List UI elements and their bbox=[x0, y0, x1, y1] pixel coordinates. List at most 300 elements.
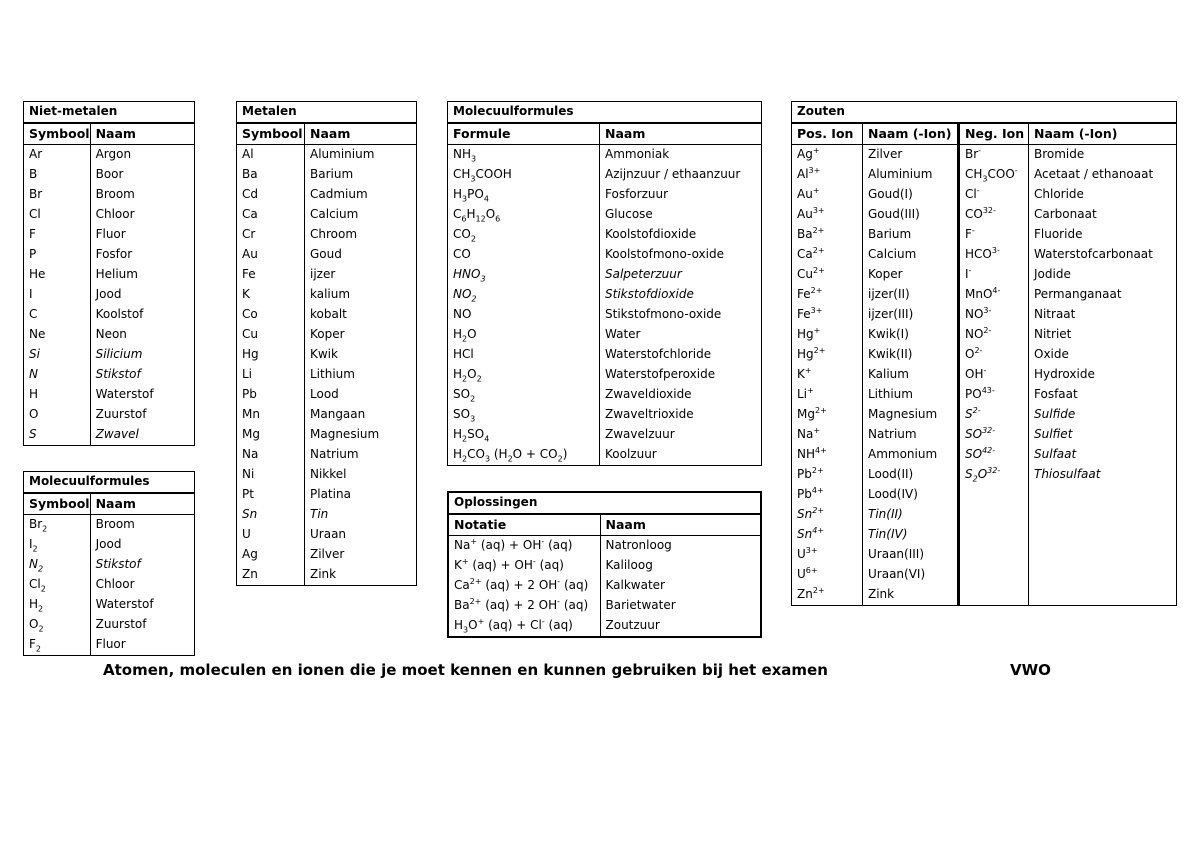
name-cell: Koper bbox=[305, 325, 417, 345]
table-row bbox=[24, 635, 195, 656]
name-cell: Zwavelzuur bbox=[600, 425, 762, 445]
pos-ion-name-cell: Goud(III) bbox=[863, 205, 959, 225]
formula-cell: $H_2SO_4$ bbox=[448, 425, 600, 445]
neg-ion-name-cell: Jodide bbox=[1029, 265, 1177, 285]
neg-ion-cell: Cl- bbox=[959, 185, 1029, 205]
name-cell: Zuurstof bbox=[90, 615, 194, 635]
formula-cell: $H_2O$ bbox=[448, 325, 600, 345]
formula-cell: $NH_3$ bbox=[448, 145, 600, 166]
pos-ion-name-cell: Ammonium bbox=[863, 445, 959, 465]
formula-cell: $N_2$ bbox=[24, 555, 91, 575]
table-row bbox=[24, 365, 195, 385]
neg-ion-name-cell bbox=[1029, 525, 1177, 545]
formula-cell: Na+ (aq) + OH- (aq) bbox=[448, 536, 600, 557]
name-cell: Jood bbox=[90, 535, 194, 555]
formula-cell: $Ba^{2+}$ (aq) + 2 OH- (aq) bbox=[448, 596, 600, 616]
table-row bbox=[792, 265, 1177, 285]
name-cell: Stikstof bbox=[90, 365, 194, 385]
name-cell: Lood bbox=[305, 385, 417, 405]
table-row bbox=[448, 205, 762, 225]
pos-ion-name-cell: Lood(IV) bbox=[863, 485, 959, 505]
table-row bbox=[792, 565, 1177, 585]
table-row bbox=[448, 325, 762, 345]
table-row bbox=[792, 545, 1177, 565]
name-cell: Waterstofchloride bbox=[600, 345, 762, 365]
neg-ion-cell: $CH_3COO^-$ bbox=[959, 165, 1029, 185]
formula-cell: $HNO_3$ bbox=[448, 265, 600, 285]
neg-ion-name-cell: Sulfiet bbox=[1029, 425, 1177, 445]
footer-caption: Atomen, moleculen en ionen die je moet kennen en kunnen gebruiken bij het examen bbox=[103, 661, 828, 679]
pos-ion-name-cell: Uraan(VI) bbox=[863, 565, 959, 585]
molecuulformules-verbindingen-table bbox=[447, 101, 762, 466]
table-title: Niet-metalen bbox=[24, 102, 195, 124]
table-row bbox=[237, 365, 417, 385]
formula-cell: He bbox=[24, 265, 91, 285]
formula-cell: $H_3O^+$ (aq) + Cl- (aq) bbox=[448, 616, 600, 637]
metalen-table bbox=[236, 101, 417, 586]
column-header: Naam bbox=[90, 493, 194, 515]
name-cell: Salpeterzuur bbox=[600, 265, 762, 285]
pos-ion-cell: $Ba^{2+}$ bbox=[792, 225, 863, 245]
formula-cell: Mn bbox=[237, 405, 305, 425]
neg-ion-name-cell: Oxide bbox=[1029, 345, 1177, 365]
formula-cell: Br bbox=[24, 185, 91, 205]
formula-cell: Pt bbox=[237, 485, 305, 505]
table-row bbox=[24, 265, 195, 285]
neg-ion-cell bbox=[959, 585, 1029, 606]
pos-ion-name-cell: Calcium bbox=[863, 245, 959, 265]
zouten-table bbox=[791, 101, 1177, 606]
formula-cell: $CO_2$ bbox=[448, 225, 600, 245]
formula-cell: $H_2$ bbox=[24, 595, 91, 615]
formula-cell: HCl bbox=[448, 345, 600, 365]
name-cell: Silicium bbox=[90, 345, 194, 365]
table-row bbox=[792, 465, 1177, 485]
neg-ion-cell: $NO^{2-}$ bbox=[959, 325, 1029, 345]
table-row bbox=[792, 365, 1177, 385]
name-cell: Stikstofmono-oxide bbox=[600, 305, 762, 325]
formula-cell: Cr bbox=[237, 225, 305, 245]
table-row bbox=[237, 405, 417, 425]
table-row bbox=[24, 515, 195, 536]
pos-ion-cell: $Sn^{4+}$ bbox=[792, 525, 863, 545]
table-row bbox=[237, 545, 417, 565]
formula-cell: Ni bbox=[237, 465, 305, 485]
table-row bbox=[448, 425, 762, 445]
pos-ion-name-cell: Zink bbox=[863, 585, 959, 606]
column-header: Naam bbox=[600, 514, 761, 536]
table-row bbox=[237, 505, 417, 525]
name-cell: Broom bbox=[90, 185, 194, 205]
pos-ion-name-cell: ijzer(II) bbox=[863, 285, 959, 305]
table-row bbox=[24, 325, 195, 345]
formula-cell: Cd bbox=[237, 185, 305, 205]
niet-metalen-table bbox=[23, 101, 195, 446]
neg-ion-cell: $S^{2-}$ bbox=[959, 405, 1029, 425]
neg-ion-name-cell: Waterstofcarbonaat bbox=[1029, 245, 1177, 265]
column-header: Naam (-Ion) bbox=[863, 123, 959, 145]
name-cell: Barietwater bbox=[605, 598, 676, 612]
neg-ion-cell: $SO^{42-}$ bbox=[959, 445, 1029, 465]
neg-ion-cell bbox=[959, 485, 1029, 505]
formula-cell: $SO_2$ bbox=[448, 385, 600, 405]
column-header: Naam bbox=[305, 123, 417, 145]
neg-ion-name-cell: Acetaat / ethanoaat bbox=[1029, 165, 1177, 185]
neg-ion-name-cell: Chloride bbox=[1029, 185, 1177, 205]
table-row bbox=[792, 185, 1177, 205]
neg-ion-cell: OH- bbox=[959, 365, 1029, 385]
column-header: Neg. Ion bbox=[959, 123, 1029, 145]
table-row bbox=[448, 576, 761, 596]
formula-cell: Mg bbox=[237, 425, 305, 445]
neg-ion-name-cell bbox=[1029, 505, 1177, 525]
name-cell: Broom bbox=[90, 515, 194, 536]
formula-cell: $NO_2$ bbox=[448, 285, 600, 305]
pos-ion-cell: $Sn^{2+}$ bbox=[792, 505, 863, 525]
table-row bbox=[237, 485, 417, 505]
name-cell: Waterstof bbox=[90, 595, 194, 615]
formula-cell: Cl bbox=[24, 205, 91, 225]
formula-cell: Al bbox=[237, 145, 305, 166]
formula-cell: $H_2O_2$ bbox=[448, 365, 600, 385]
formula-cell: $Cl_2$ bbox=[24, 575, 91, 595]
table-row bbox=[237, 325, 417, 345]
table-row bbox=[24, 425, 195, 446]
neg-ion-name-cell: Permanganaat bbox=[1029, 285, 1177, 305]
table-row bbox=[448, 445, 762, 466]
neg-ion-name-cell bbox=[1029, 585, 1177, 606]
table-row bbox=[24, 405, 195, 425]
table-row bbox=[237, 185, 417, 205]
table-row bbox=[237, 465, 417, 485]
table-title: Molecuulformules bbox=[24, 472, 195, 494]
pos-ion-cell: Au+ bbox=[792, 185, 863, 205]
neg-ion-cell: $PO^{43-}$ bbox=[959, 385, 1029, 405]
name-cell: Chloor bbox=[90, 205, 194, 225]
name-cell: Zwaveltrioxide bbox=[600, 405, 762, 425]
pos-ion-cell: $Ca^{2+}$ bbox=[792, 245, 863, 265]
neg-ion-cell: $S_2O^{32-}$ bbox=[959, 465, 1029, 485]
neg-ion-cell: F- bbox=[959, 225, 1029, 245]
formula-cell: $F_2$ bbox=[24, 635, 91, 656]
name-cell: Aluminium bbox=[305, 145, 417, 166]
table-row bbox=[237, 565, 417, 586]
formula-cell: $Br_2$ bbox=[24, 515, 91, 536]
pos-ion-cell: Ag+ bbox=[792, 145, 863, 166]
table-row bbox=[24, 225, 195, 245]
table-row bbox=[792, 145, 1177, 166]
table-row bbox=[792, 505, 1177, 525]
name-cell: Azijnzuur / ethaanzuur bbox=[600, 165, 762, 185]
name-cell: Calcium bbox=[305, 205, 417, 225]
pos-ion-cell: $Pb^{4+}$ bbox=[792, 485, 863, 505]
neg-ion-cell: Br- bbox=[959, 145, 1029, 166]
table-row bbox=[448, 265, 762, 285]
table-row bbox=[237, 525, 417, 545]
formula-cell: S bbox=[24, 425, 91, 446]
table-row bbox=[237, 225, 417, 245]
oplossingen-table bbox=[447, 491, 762, 638]
neg-ion-cell: $O^{2-}$ bbox=[959, 345, 1029, 365]
pos-ion-name-cell: Natrium bbox=[863, 425, 959, 445]
formula-cell: H bbox=[24, 385, 91, 405]
pos-ion-cell: $Fe^{2+}$ bbox=[792, 285, 863, 305]
column-header: Formule bbox=[448, 123, 600, 145]
name-cell: Fosfor bbox=[90, 245, 194, 265]
neg-ion-name-cell: Sulfaat bbox=[1029, 445, 1177, 465]
pos-ion-cell: $U^{6+}$ bbox=[792, 565, 863, 585]
neg-ion-name-cell: Nitriet bbox=[1029, 325, 1177, 345]
table-row bbox=[792, 205, 1177, 225]
table-row bbox=[24, 165, 195, 185]
name-cell: Zoutzuur bbox=[600, 616, 761, 637]
name-cell: ijzer bbox=[305, 265, 417, 285]
pos-ion-cell: K+ bbox=[792, 365, 863, 385]
pos-ion-cell: $Zn^{2+}$ bbox=[792, 585, 863, 606]
table-row bbox=[448, 616, 761, 637]
table-row bbox=[237, 285, 417, 305]
table-row bbox=[792, 245, 1177, 265]
formula-cell: $O_2$ bbox=[24, 615, 91, 635]
neg-ion-name-cell: Carbonaat bbox=[1029, 205, 1177, 225]
table-row bbox=[237, 265, 417, 285]
table-row bbox=[448, 385, 762, 405]
formula-cell: I bbox=[24, 285, 91, 305]
table-row bbox=[24, 245, 195, 265]
neg-ion-cell: $SO^{32-}$ bbox=[959, 425, 1029, 445]
pos-ion-name-cell: Tin(II) bbox=[863, 505, 959, 525]
neg-ion-name-cell: Bromide bbox=[1029, 145, 1177, 166]
name-cell: Uraan bbox=[305, 525, 417, 545]
formula-cell: $I_2$ bbox=[24, 535, 91, 555]
table-row bbox=[448, 556, 761, 576]
formula-cell: O bbox=[24, 405, 91, 425]
pos-ion-name-cell: Barium bbox=[863, 225, 959, 245]
neg-ion-cell bbox=[959, 525, 1029, 545]
table-row bbox=[448, 405, 762, 425]
column-header: Pos. Ion bbox=[792, 123, 863, 145]
formula-cell: Ne bbox=[24, 325, 91, 345]
name-cell: Waterstofperoxide bbox=[600, 365, 762, 385]
table-row bbox=[24, 595, 195, 615]
table-row bbox=[792, 525, 1177, 545]
table-row bbox=[24, 575, 195, 595]
name-cell: Zink bbox=[305, 565, 417, 586]
neg-ion-cell bbox=[959, 565, 1029, 585]
table-row bbox=[448, 345, 762, 365]
pos-ion-name-cell: Magnesium bbox=[863, 405, 959, 425]
molecuulformules-elementen-table bbox=[23, 471, 195, 656]
name-cell: Fluor bbox=[90, 225, 194, 245]
pos-ion-name-cell: Koper bbox=[863, 265, 959, 285]
formula-cell: Ar bbox=[24, 145, 91, 166]
formula-cell: $Ca^{2+}$ (aq) + 2 OH- (aq) bbox=[448, 576, 600, 596]
formula-cell: F bbox=[24, 225, 91, 245]
formula-cell: P bbox=[24, 245, 91, 265]
table-row bbox=[448, 285, 762, 305]
name-cell: Mangaan bbox=[305, 405, 417, 425]
neg-ion-name-cell bbox=[1029, 485, 1177, 505]
table-row bbox=[448, 165, 762, 185]
neg-ion-cell: $HCO^{3-}$ bbox=[959, 245, 1029, 265]
name-cell: Fosforzuur bbox=[600, 185, 762, 205]
table-row bbox=[448, 145, 762, 166]
name-cell: Platina bbox=[305, 485, 417, 505]
table-row bbox=[792, 325, 1177, 345]
pos-ion-cell: $Cu^{2+}$ bbox=[792, 265, 863, 285]
pos-ion-name-cell: Zilver bbox=[863, 145, 959, 166]
pos-ion-name-cell: ijzer(III) bbox=[863, 305, 959, 325]
table-row bbox=[792, 585, 1177, 606]
table-title: Zouten bbox=[792, 102, 959, 124]
formula-cell: Cu bbox=[237, 325, 305, 345]
formula-cell: K bbox=[237, 285, 305, 305]
formula-cell: $CH_3COOH$ bbox=[448, 165, 600, 185]
column-header: Symbool bbox=[24, 493, 91, 515]
table-row bbox=[24, 145, 195, 166]
name-cell: Boor bbox=[90, 165, 194, 185]
table-row bbox=[237, 445, 417, 465]
table-title: Molecuulformules bbox=[448, 102, 762, 124]
neg-ion-cell: $CO^{32-}$ bbox=[959, 205, 1029, 225]
pos-ion-cell: Li+ bbox=[792, 385, 863, 405]
table-row bbox=[237, 205, 417, 225]
pos-ion-name-cell: Lood(II) bbox=[863, 465, 959, 485]
name-cell: Koolstofmono-oxide bbox=[600, 245, 762, 265]
name-cell: Jood bbox=[90, 285, 194, 305]
table-row bbox=[24, 285, 195, 305]
formula-cell: Zn bbox=[237, 565, 305, 586]
pos-ion-name-cell: Aluminium bbox=[863, 165, 959, 185]
neg-ion-cell: $NO^{3-}$ bbox=[959, 305, 1029, 325]
neg-ion-cell bbox=[959, 505, 1029, 525]
name-cell: Neon bbox=[90, 325, 194, 345]
name-cell: Cadmium bbox=[305, 185, 417, 205]
table-row bbox=[237, 165, 417, 185]
table-row bbox=[792, 285, 1177, 305]
column-header: Symbool bbox=[237, 123, 305, 145]
table-row bbox=[792, 405, 1177, 425]
name-cell: Stikstofdioxide bbox=[600, 285, 762, 305]
table-row bbox=[24, 615, 195, 635]
formula-cell: Sn bbox=[237, 505, 305, 525]
neg-ion-name-cell: Thiosulfaat bbox=[1029, 465, 1177, 485]
neg-ion-name-cell bbox=[1029, 565, 1177, 585]
name-cell: Ammoniak bbox=[600, 145, 762, 166]
column-header: Naam (-Ion) bbox=[1029, 123, 1177, 145]
neg-ion-name-cell: Sulfide bbox=[1029, 405, 1177, 425]
pos-ion-cell: $U^{3+}$ bbox=[792, 545, 863, 565]
formula-cell: Pb bbox=[237, 385, 305, 405]
name-cell: kalium bbox=[305, 285, 417, 305]
table-title: Oplossingen bbox=[448, 492, 761, 514]
formula-cell: $H_2CO_3$ $(H_2O + CO_2)$ bbox=[448, 445, 600, 466]
neg-ion-name-cell: Fluoride bbox=[1029, 225, 1177, 245]
name-cell: Koolstofdioxide bbox=[600, 225, 762, 245]
name-cell: Argon bbox=[90, 145, 194, 166]
pos-ion-cell: $Al^{3+}$ bbox=[792, 165, 863, 185]
table-row bbox=[448, 305, 762, 325]
neg-ion-name-cell bbox=[1029, 545, 1177, 565]
name-cell: Lithium bbox=[305, 365, 417, 385]
table-row bbox=[448, 185, 762, 205]
name-cell: kobalt bbox=[305, 305, 417, 325]
pos-ion-name-cell: Lithium bbox=[863, 385, 959, 405]
pos-ion-name-cell: Kwik(II) bbox=[863, 345, 959, 365]
formula-cell: Ba bbox=[237, 165, 305, 185]
pos-ion-cell: Na+ bbox=[792, 425, 863, 445]
table-row bbox=[792, 445, 1177, 465]
table-row bbox=[792, 485, 1177, 505]
name-cell: Chloor bbox=[90, 575, 194, 595]
table-row bbox=[448, 596, 761, 616]
table-row bbox=[237, 345, 417, 365]
pos-ion-name-cell: Goud(I) bbox=[863, 185, 959, 205]
formula-cell: CO bbox=[448, 245, 600, 265]
name-cell: Magnesium bbox=[305, 425, 417, 445]
formula-cell: U bbox=[237, 525, 305, 545]
neg-ion-name-cell: Fosfaat bbox=[1029, 385, 1177, 405]
name-cell: Stikstof bbox=[90, 555, 194, 575]
formula-cell: Au bbox=[237, 245, 305, 265]
formula-cell: Ca bbox=[237, 205, 305, 225]
name-cell: Zuurstof bbox=[90, 405, 194, 425]
name-cell: Zwaveldioxide bbox=[600, 385, 762, 405]
table-row bbox=[24, 205, 195, 225]
column-header: Notatie bbox=[448, 514, 600, 536]
table-row bbox=[448, 365, 762, 385]
formula-cell: Li bbox=[237, 365, 305, 385]
formula-cell: Na bbox=[237, 445, 305, 465]
formula-cell: $C_6H_{12}O_6$ bbox=[448, 205, 600, 225]
table-row bbox=[448, 225, 762, 245]
table-row bbox=[792, 225, 1177, 245]
table-row bbox=[237, 425, 417, 445]
name-cell: Koolstof bbox=[90, 305, 194, 325]
table-row bbox=[24, 185, 195, 205]
name-cell: Helium bbox=[90, 265, 194, 285]
pos-ion-cell: $Au^{3+}$ bbox=[792, 205, 863, 225]
formula-cell: Fe bbox=[237, 265, 305, 285]
name-cell: Barium bbox=[305, 165, 417, 185]
name-cell: Natronloog bbox=[605, 538, 672, 552]
table-row bbox=[792, 345, 1177, 365]
table-row bbox=[792, 165, 1177, 185]
formula-cell: C bbox=[24, 305, 91, 325]
name-cell: Fluor bbox=[90, 635, 194, 656]
pos-ion-cell: $Pb^{2+}$ bbox=[792, 465, 863, 485]
footer-level: VWO bbox=[1010, 661, 1051, 679]
formula-cell: Ag bbox=[237, 545, 305, 565]
pos-ion-cell: $NH^{4+}$ bbox=[792, 445, 863, 465]
column-header: Symbool bbox=[24, 123, 91, 145]
pos-ion-name-cell: Tin(IV) bbox=[863, 525, 959, 545]
column-header: Naam bbox=[90, 123, 194, 145]
column-header: Naam bbox=[600, 123, 762, 145]
neg-ion-name-cell: Nitraat bbox=[1029, 305, 1177, 325]
table-row bbox=[237, 305, 417, 325]
name-cell: Chroom bbox=[305, 225, 417, 245]
table-row bbox=[24, 305, 195, 325]
table-row bbox=[792, 385, 1177, 405]
name-cell: Waterstof bbox=[90, 385, 194, 405]
table-row bbox=[792, 425, 1177, 445]
table-row bbox=[24, 535, 195, 555]
formula-cell: B bbox=[24, 165, 91, 185]
name-cell: Tin bbox=[305, 505, 417, 525]
name-cell: Kalkwater bbox=[605, 578, 665, 592]
pos-ion-cell: $Mg^{2+}$ bbox=[792, 405, 863, 425]
